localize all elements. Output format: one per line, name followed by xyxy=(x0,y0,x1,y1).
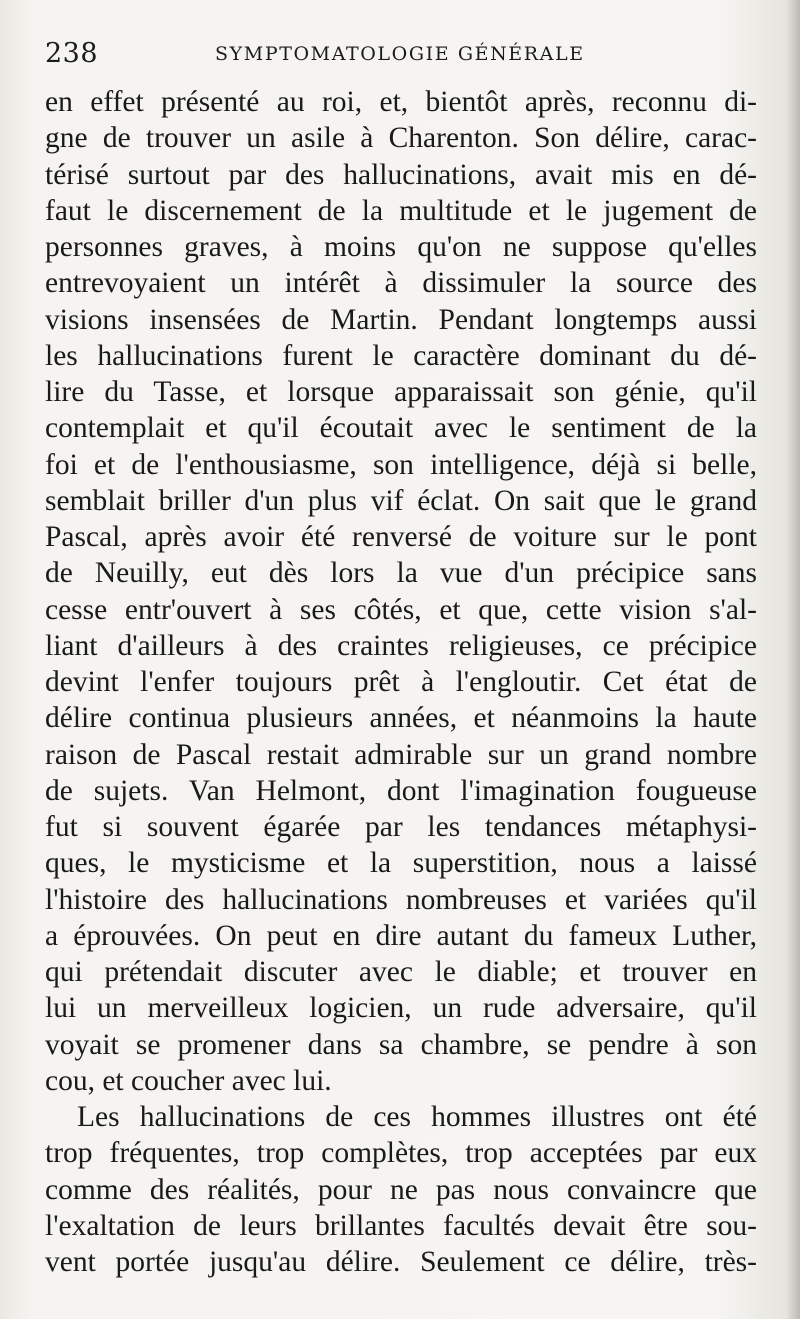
text-line: entrevoyaient un intérêt à dissimuler la source des xyxy=(45,267,757,300)
text-line: térisé surtout par des hallucinations, avait mis en dé- xyxy=(45,158,757,191)
page-edge-shadow xyxy=(786,0,800,1319)
text-line: Les hallucinations de ces hommes illustres ont été xyxy=(77,1101,757,1133)
paragraph-2 xyxy=(45,1099,757,1280)
text-line: les hallucinations furent le caractère dominant du dé- xyxy=(45,339,757,372)
text-line: délire continua plusieurs années, et néanmoins la haute xyxy=(45,702,757,735)
text-line: trop fréquentes, trop complètes, trop acceptées par eux xyxy=(45,1137,757,1170)
text-line: faut le discernement de la multitude et le jugement de xyxy=(45,194,757,227)
text-line: lui un merveilleux logicien, un rude adversaire, qu'il xyxy=(45,992,757,1025)
text-line: vent portée jusqu'au délire. Seulement ce délire, très- xyxy=(45,1246,757,1278)
text-line: foi et de l'enthousiasme, son intelligence, déjà si belle, xyxy=(45,448,757,481)
text-line: Pascal, après avoir été renversé de voiture sur le pont xyxy=(45,521,757,553)
text-line: liant d'ailleurs à des craintes religieuses, ce précipice xyxy=(45,629,757,662)
text-line: personnes graves, à moins qu'on ne suppose qu'elles xyxy=(45,231,757,263)
text-line: a éprouvées. On peut en dire autant du fameux Luther, xyxy=(45,919,757,952)
text-line: semblait briller d'un plus vif éclat. On sait que le grand xyxy=(45,484,757,517)
paragraph-1 xyxy=(45,84,757,1099)
text-line: l'exaltation de leurs brillantes facultés devait être sou- xyxy=(45,1209,757,1242)
running-head: SYMPTOMATOLOGIE GÉNÉRALE xyxy=(215,43,585,65)
text-line: ques, le mysticisme et la superstition, nous a laissé xyxy=(45,847,757,880)
text-line: raison de Pascal restait admirable sur un grand nombre xyxy=(45,738,757,771)
text-line: fut si souvent égarée par les tendances métaphysi- xyxy=(45,811,757,843)
text-line: comme des réalités, pour ne pas nous convaincre que xyxy=(45,1173,757,1206)
text-line: voyait se promener dans sa chambre, se pendre à son xyxy=(45,1028,757,1061)
text-line: qui prétendait discuter avec le diable; et trouver en xyxy=(45,956,757,988)
text-line: gne de trouver un asile à Charenton. Son délire, carac- xyxy=(45,122,757,155)
text-line: de Neuilly, eut dès lors la vue d'un précipice sans xyxy=(45,557,757,590)
body-text xyxy=(45,84,757,1280)
text-line: lire du Tasse, et lorsque apparaissait son génie, qu'il xyxy=(45,376,757,408)
text-line: en effet présenté au roi, et, bientôt après, reconnu di- xyxy=(45,86,757,118)
text-line: cou, et coucher avec lui. xyxy=(45,1064,332,1097)
text-line: l'histoire des hallucinations nombreuses et variées qu'il xyxy=(45,883,757,916)
page-header xyxy=(45,38,757,74)
page-number: 238 xyxy=(45,38,99,69)
text-line: contemplait et qu'il écoutait avec le sentiment de la xyxy=(45,412,757,445)
text-line: devint l'enfer toujours prêt à l'engloutir. Cet état de xyxy=(45,666,757,698)
text-line: de sujets. Van Helmont, dont l'imagination fougueuse xyxy=(45,774,757,807)
text-line: visions insensées de Martin. Pendant longtemps aussi xyxy=(45,303,757,336)
text-line: cesse entr'ouvert à ses côtés, et que, cette vision s'al- xyxy=(45,593,757,626)
